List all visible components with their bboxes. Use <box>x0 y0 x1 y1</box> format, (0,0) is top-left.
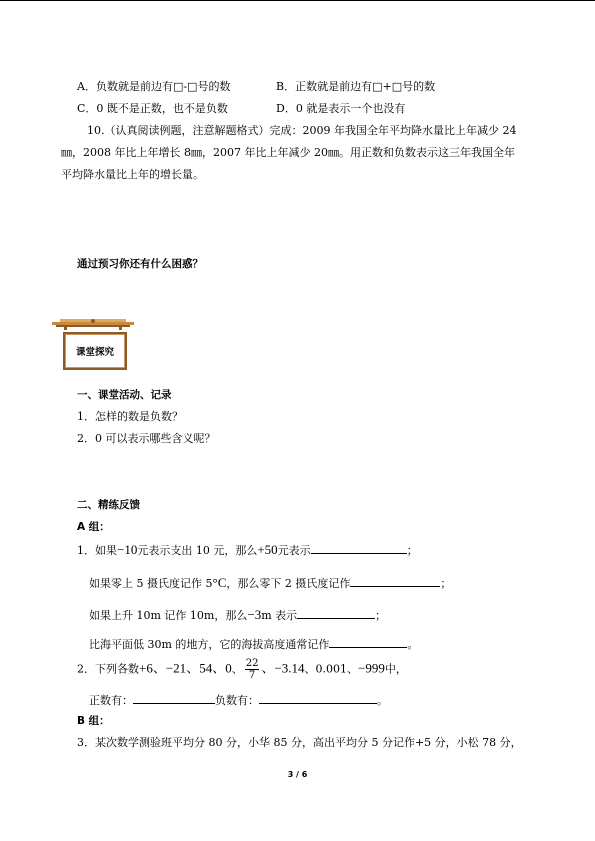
answer-line <box>89 692 388 709</box>
num-neg21: 、−21 <box>152 660 187 676</box>
section-badge <box>52 318 134 370</box>
num-sep: 、 <box>231 662 243 676</box>
exercise-1-pre: 1．如果 <box>77 544 117 557</box>
positive-answer-blank[interactable] <box>133 692 215 704</box>
answer-blank-temp[interactable] <box>350 575 440 587</box>
positive-label: 正数有： <box>89 694 133 707</box>
section1-title: 一、课堂活动、记录 <box>77 389 172 401</box>
q10-line2: ㎜，2008 年比上年增长 8㎜，2007 年比上年减少 20㎜。用正数和负数表示这三年我国全年 <box>61 146 515 159</box>
exercise-sea <box>89 636 418 653</box>
header-rule <box>0 0 595 1</box>
badge-label: 课堂探究 <box>63 332 127 370</box>
fraction-22-7 <box>245 658 260 681</box>
exercise-1 <box>77 542 418 559</box>
section1-q1: 1．怎样的数是负数？ <box>77 410 183 423</box>
option-d: D．0 就是表示一个也没有 <box>276 102 406 115</box>
group-a-label: A 组： <box>77 521 110 533</box>
temp-post: ，那么零下 2 摄氏度记作 <box>226 577 351 590</box>
fraction-denominator: 7 <box>248 670 256 681</box>
option-c: C．0 既不是正数，也不是负数 <box>77 102 228 115</box>
value-neg10: −10 <box>117 542 138 557</box>
exercise-2-pre: 2．下列各数 <box>77 662 139 676</box>
num-pos6: +6 <box>139 660 153 676</box>
num-0: 、0 <box>212 660 232 676</box>
answer-blank-sea[interactable] <box>329 636 407 648</box>
badge-roof-icon <box>52 318 134 330</box>
temp-pre: 如果零上 5 摄氏度记作 5 <box>89 577 213 590</box>
group-b-label: B 组： <box>77 715 110 727</box>
sea-pre: 比海平面低 30m 的地方，它的海拔高度通常记作 <box>89 638 330 651</box>
q10-line1: 10.（认真阅读例题，注意解题格式）完成：2009 年我国全年平均降水量比上年减少 24 <box>87 124 517 137</box>
doubt-heading: 通过预习你还有什么困惑？ <box>77 258 203 270</box>
exercise-1-post: 元表示 <box>277 544 311 557</box>
rise-end: ； <box>375 609 387 622</box>
negative-label: 负数有： <box>215 694 259 707</box>
section2-title: 二、精练反馈 <box>77 499 140 511</box>
num-neg3-14: 、−3.14 <box>261 660 305 676</box>
answer-blank-rise[interactable] <box>297 607 375 619</box>
page-number: 3 / 6 <box>287 770 308 779</box>
sea-end: 。 <box>407 638 419 651</box>
num-neg999: −999 <box>358 660 385 676</box>
value-neg3: −3 <box>247 607 262 622</box>
rise-pre: 如果上升 10m 记作 10m，那么 <box>89 609 248 622</box>
fraction-numerator: 22 <box>245 658 259 669</box>
celsius-unit: °C <box>212 575 227 590</box>
exercise-rise <box>89 607 386 624</box>
answer-end: 。 <box>377 694 388 707</box>
num-0-001: 、0.001、 <box>304 662 359 676</box>
exercise-3: 3．某次数学测验班平均分 80 分，小华 85 分，高出平均分 5 分记作+5 分，小松 78 分， <box>77 736 522 749</box>
num-54: 、54 <box>186 660 213 676</box>
temp-end: ； <box>440 577 452 590</box>
exercise-1-mid: 元表示支出 10 元，那么 <box>137 544 258 557</box>
q10-line3: 平均降水量比上年的增长量。 <box>61 168 204 181</box>
negative-answer-blank[interactable] <box>259 692 377 704</box>
option-a: A．负数就是前边有□-□号的数 <box>77 80 231 93</box>
exercise-1-end: ； <box>406 544 418 557</box>
rise-post: m 表示 <box>261 609 298 622</box>
answer-blank-1[interactable] <box>311 542 407 554</box>
section1-q2: 2．0 可以表示哪些含义呢？ <box>77 432 216 445</box>
option-b: B．正数就是前边有□+□号的数 <box>276 80 436 93</box>
exercise-2-post: 中， <box>384 662 407 676</box>
value-pos50: +50 <box>257 542 278 557</box>
exercise-temp <box>89 575 451 592</box>
exercise-2 <box>77 658 407 681</box>
